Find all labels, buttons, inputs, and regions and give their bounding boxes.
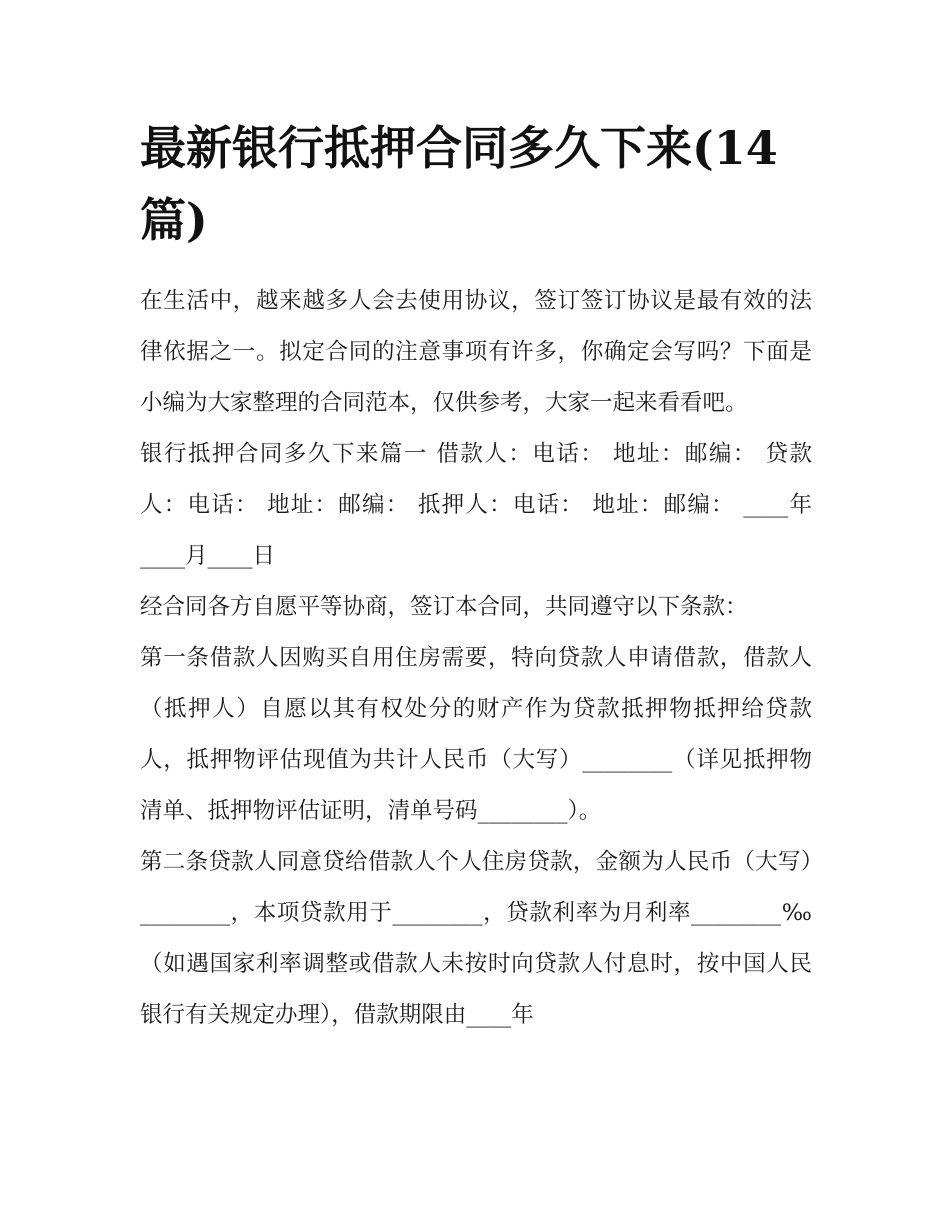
document-page — [140, 112, 812, 1041]
intro-paragraph: 在生活中，越来越多人会去使用协议，签订签订协议是最有效的法律依据之一。拟定合同的注意事项有许多，你确定会写吗？下面是小编为大家整理的合同范本，仅供参考，大家一起来看看吧。 — [140, 288, 812, 416]
document-body — [140, 276, 812, 1041]
clause-2-paragraph: 第二条贷款人同意贷给借款人个人住房贷款，金额为人民币（大写）________，本项贷款用于________，贷款利率为月利率________‰（如遇国家利率调整或借款人未按时向贷款人付息时，按中国人民银行有关规定办理），借款期限由____年 — [140, 849, 812, 1028]
agreement-paragraph: 经合同各方自愿平等协商，签订本合同，共同遵守以下条款： — [140, 594, 748, 620]
document-title: 最新银行抵押合同多久下来(14篇) — [140, 121, 778, 247]
parties-paragraph: 银行抵押合同多久下来篇一 借款人：电话： 地址：邮编： 贷款人：电话： 地址：邮编： 抵押人：电话： 地址：邮编： ____年____月____日 — [140, 441, 812, 569]
clause-1-paragraph: 第一条借款人因购买自用住房需要，特向贷款人申请借款，借款人（抵押人）自愿以其有权处分的财产作为贷款抵押物抵押给贷款人，抵押物评估现值为共计人民币（大写）________（详见抵押物清单、抵押物评估证明，清单号码________）。 — [140, 645, 812, 824]
